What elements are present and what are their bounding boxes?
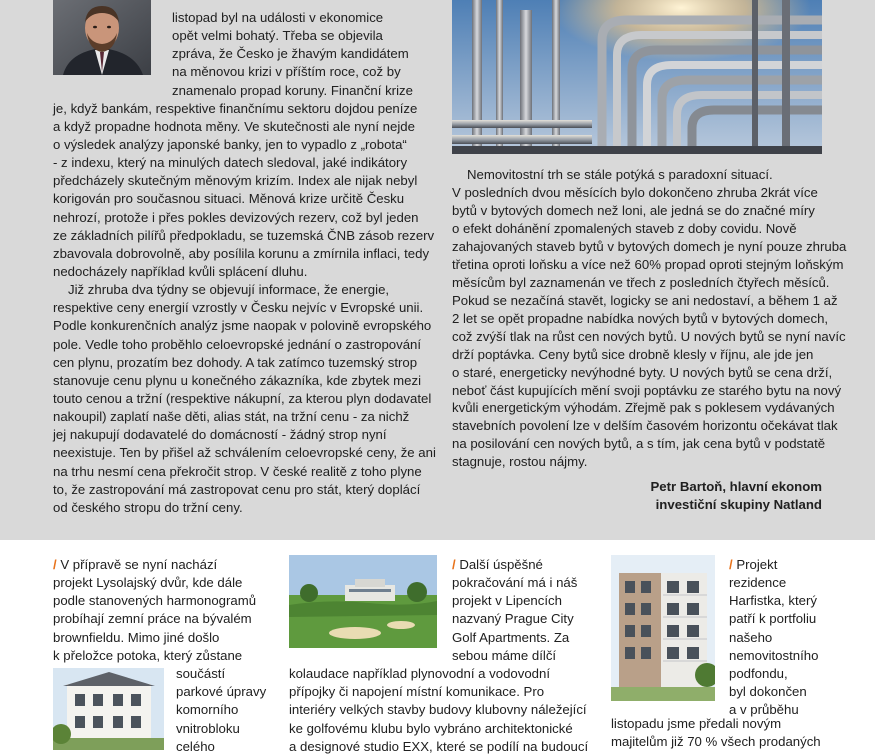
golf-apartments-photo bbox=[289, 555, 437, 648]
body-text-line: - z indexu, který na minulých datech sledoval, jaké indikátory bbox=[53, 155, 408, 171]
author-portrait bbox=[53, 0, 151, 75]
body-text-line: stanovuje cenu plynu u konečného zákazníka, kde zbytek mezi bbox=[53, 372, 422, 388]
news-harfistka-line: patří k portfoliu bbox=[729, 611, 817, 627]
body-text-line: a když propadne hodnota měny. Ve skutečnosti ale nyní nejde bbox=[53, 118, 415, 134]
news-golf-line: nazvaný Prague City bbox=[452, 611, 574, 627]
orange-slash-marker: / bbox=[53, 557, 61, 572]
body-text-line: Nemovitostní trh se stále potýká s paradoxní situací. bbox=[467, 167, 773, 182]
news-golf-line: kolaudace například plynovodní a vodovodní bbox=[289, 666, 551, 681]
news-harfistka-line: rezidence bbox=[729, 575, 787, 590]
body-text-line: jej nakupují dodavatelé do domácností - žádný strop nyní bbox=[53, 427, 387, 443]
body-text-line: zbavovala dobrovolně, aby posílila korunu a zmírnila inflaci, tedy bbox=[53, 245, 430, 261]
author-name: Petr Bartoň, hlavní ekonom bbox=[650, 479, 822, 495]
news-harfistka-line: našeho bbox=[729, 629, 773, 645]
body-text-line: ze základních pilířů předpokladu, se tuzemská ČNB zásob rezerv bbox=[53, 227, 435, 243]
author-affiliation: investiční skupiny Natland bbox=[655, 497, 822, 513]
news-harfistka-line: podfondu, bbox=[729, 666, 788, 681]
body-text-line: drží poptávka. Ceny bytů sice drobně klesly v říjnu, ale jde jen bbox=[452, 346, 814, 362]
news-golf-line: Golf Apartments. Za bbox=[452, 629, 570, 645]
body-text-line: nehrozí, protože i přes pokles devizových rezerv, což byl jeden bbox=[53, 209, 419, 225]
body-text-line: Pokud se nezačíná stavět, logicky se ani nedostaví, a během 1 až bbox=[452, 292, 838, 308]
news-lysolajsky-line: projekt Lysolajský dvůr, kde dále bbox=[53, 575, 243, 590]
body-text-line: respektive ceny energií vzrostly v Česku nejvíc v Evropské unii. bbox=[53, 300, 424, 316]
news-harfistka-line: byl dokončen bbox=[729, 684, 807, 700]
body-text-line: stagnuje, rostou nájmy. bbox=[452, 454, 588, 470]
body-text-line: o výsledek analýzy japonské banky, jen to vypadlo z „robota“ bbox=[53, 136, 407, 152]
lysolajsky-dvur-photo bbox=[53, 668, 164, 750]
body-text-line: pole. Vedle toho proběhlo celoevropské jednání o zastropování bbox=[53, 336, 422, 352]
body-text-line: neboť část kupujících mění svoji poptávku ze starého bytu na nový bbox=[452, 382, 842, 398]
body-text-line: je, když bankám, respektive finančnímu sektoru dojdou peníze bbox=[53, 100, 418, 116]
body-text-line: což zvýší tlak na růst cen nových bytů. U nových bytů se nyní navíc bbox=[452, 328, 846, 344]
body-text-line: zahajovaných staveb bytů v bytových domech je nyní pouze zhruba bbox=[452, 238, 847, 254]
body-text-line: stavebních povolení lze v delším časovém horizontu očekávat tlak bbox=[452, 418, 838, 434]
body-text-line: korigován pro současnou situaci. Měnová krize určitě Česku bbox=[53, 191, 405, 207]
body-text-line: nakoupil) zaplatí naše děti, alias stát, na tržní cenu - za nichž bbox=[53, 409, 410, 425]
news-golf-line: sebou máme dílčí bbox=[452, 647, 557, 663]
news-lysolajsky-line: / V přípravě se nyní nachází bbox=[53, 557, 218, 572]
news-golf-line: projekt v Lipencích bbox=[452, 593, 562, 609]
body-text-line: touto cenou a tržní (respektive nákupní, za kterou plyn dodavatel bbox=[53, 390, 432, 406]
body-text-line: to, že zastropování má zastropovat cenu pro stát, který doplácí bbox=[53, 481, 421, 497]
body-text-line: V posledních dvou měsících bylo dokončeno zhruba 2krát více bbox=[452, 184, 818, 200]
news-lysolajsky-line: brownfieldu. Mimo jiné došlo bbox=[53, 629, 220, 645]
body-text-line: znamenalo propad koruny. Finanční krize bbox=[172, 82, 413, 98]
news-golf-line: a designové studio EXX, které se podílí na budoucí bbox=[289, 738, 589, 754]
body-text-line: kvůli energetickým výhodám. Zřejmě pak s poklesem vydávaných bbox=[452, 400, 835, 416]
body-text-line: na měnovou krizi v příštím roce, což by bbox=[172, 64, 401, 80]
news-lysolajsky-line: parkové úpravy bbox=[176, 684, 267, 700]
news-lysolajsky-line: vnitrobloku bbox=[176, 720, 240, 736]
body-text-line: listopad byl na události v ekonomice bbox=[172, 10, 384, 25]
body-text-line: o staré, energeticky nevýhodné byty. U nových bytů se cena drží, bbox=[452, 364, 833, 380]
body-text-line: cen plynu, prozatím bez dohody. A tak zatímco tuzemský strop bbox=[53, 354, 418, 370]
refinery-photo bbox=[452, 0, 822, 154]
body-text-line: třetina oproti loňsku a více než 60% propad oproti stejným loňským bbox=[452, 256, 844, 272]
body-text-line: předcházely skutečným měnovým krizím. Index ale nijak nebyl bbox=[53, 173, 418, 189]
news-harfistka-line: nemovitostního bbox=[729, 647, 819, 663]
news-lysolajsky-line: celého bbox=[176, 738, 215, 754]
news-lysolajsky-line: komorního bbox=[176, 702, 239, 718]
news-golf-line: ke golfovému klubu bylo vybráno architektonické bbox=[289, 720, 573, 736]
news-golf-line: / Další úspěšné bbox=[452, 557, 543, 572]
body-text-line: o efekt dohánění zpomalených staveb z doby covidu. Nově bbox=[452, 220, 797, 236]
news-lysolajsky-line: probíhají zemní práce na bývalém bbox=[53, 611, 252, 627]
news-harfistka-line: majitelům již 70 % všech prodaných bbox=[611, 734, 821, 750]
harfistka-photo bbox=[611, 555, 715, 701]
news-harfistka-line: listopadu jsme předali novým bbox=[611, 716, 782, 731]
body-text-line: od českého stropu do tržní ceny. bbox=[53, 499, 243, 515]
body-text-line: Podle konkurenčních analýz jsme naopak v polovině evropského bbox=[53, 318, 432, 334]
body-text-line: 2 let se opět propadne nabídka nových bytů v bytových domech, bbox=[452, 310, 829, 326]
body-text-line: neexistuje. Ten by přišel až schválením celoevropské ceny, že ani bbox=[53, 445, 436, 461]
news-harfistka-line: / Projekt bbox=[729, 557, 778, 572]
news-harfistka-line: a v průběhu bbox=[729, 702, 799, 718]
orange-slash-marker: / bbox=[452, 557, 460, 572]
news-lysolajsky-line: podle stanovených harmonogramů bbox=[53, 593, 257, 609]
body-text-line: Již zhruba dva týdny se objevují informace, že energie, bbox=[68, 282, 390, 298]
news-harfistka-line: Harfistka, který bbox=[729, 593, 817, 609]
body-text-line: zpráva, že Česko je žhavým kandidátem bbox=[172, 46, 409, 62]
body-text-line: na trhu nesmí cena překročit strop. V české realitě z toho plyne bbox=[53, 463, 422, 479]
body-text-line: na posilování cen nových bytů, a s tím, jak cena bytů v podstatě bbox=[452, 436, 826, 452]
news-golf-line: interiéry velkých stavby budovy klubovny náležející bbox=[289, 702, 587, 718]
news-lysolajsky-line: k přeložce potoka, který zůstane bbox=[53, 647, 243, 663]
body-text-line: opět velmi bohatý. Třeba se objevila bbox=[172, 28, 383, 44]
body-text-line: bytů v bytových domech než loni, ale jedná se do značné míry bbox=[452, 202, 815, 218]
body-text-line: nedocházely například kvůli splácení dluhu. bbox=[53, 263, 308, 279]
orange-slash-marker: / bbox=[729, 557, 737, 572]
news-golf-line: přípojky či napojení místní komunikace. Pro bbox=[289, 684, 545, 700]
news-golf-line: pokračování má i náš bbox=[452, 575, 578, 590]
body-text-line: měsícům byl zaznamenán ve třech z posledních čtyřech měsíců. bbox=[452, 274, 830, 290]
news-lysolajsky-line: součástí bbox=[176, 666, 226, 681]
